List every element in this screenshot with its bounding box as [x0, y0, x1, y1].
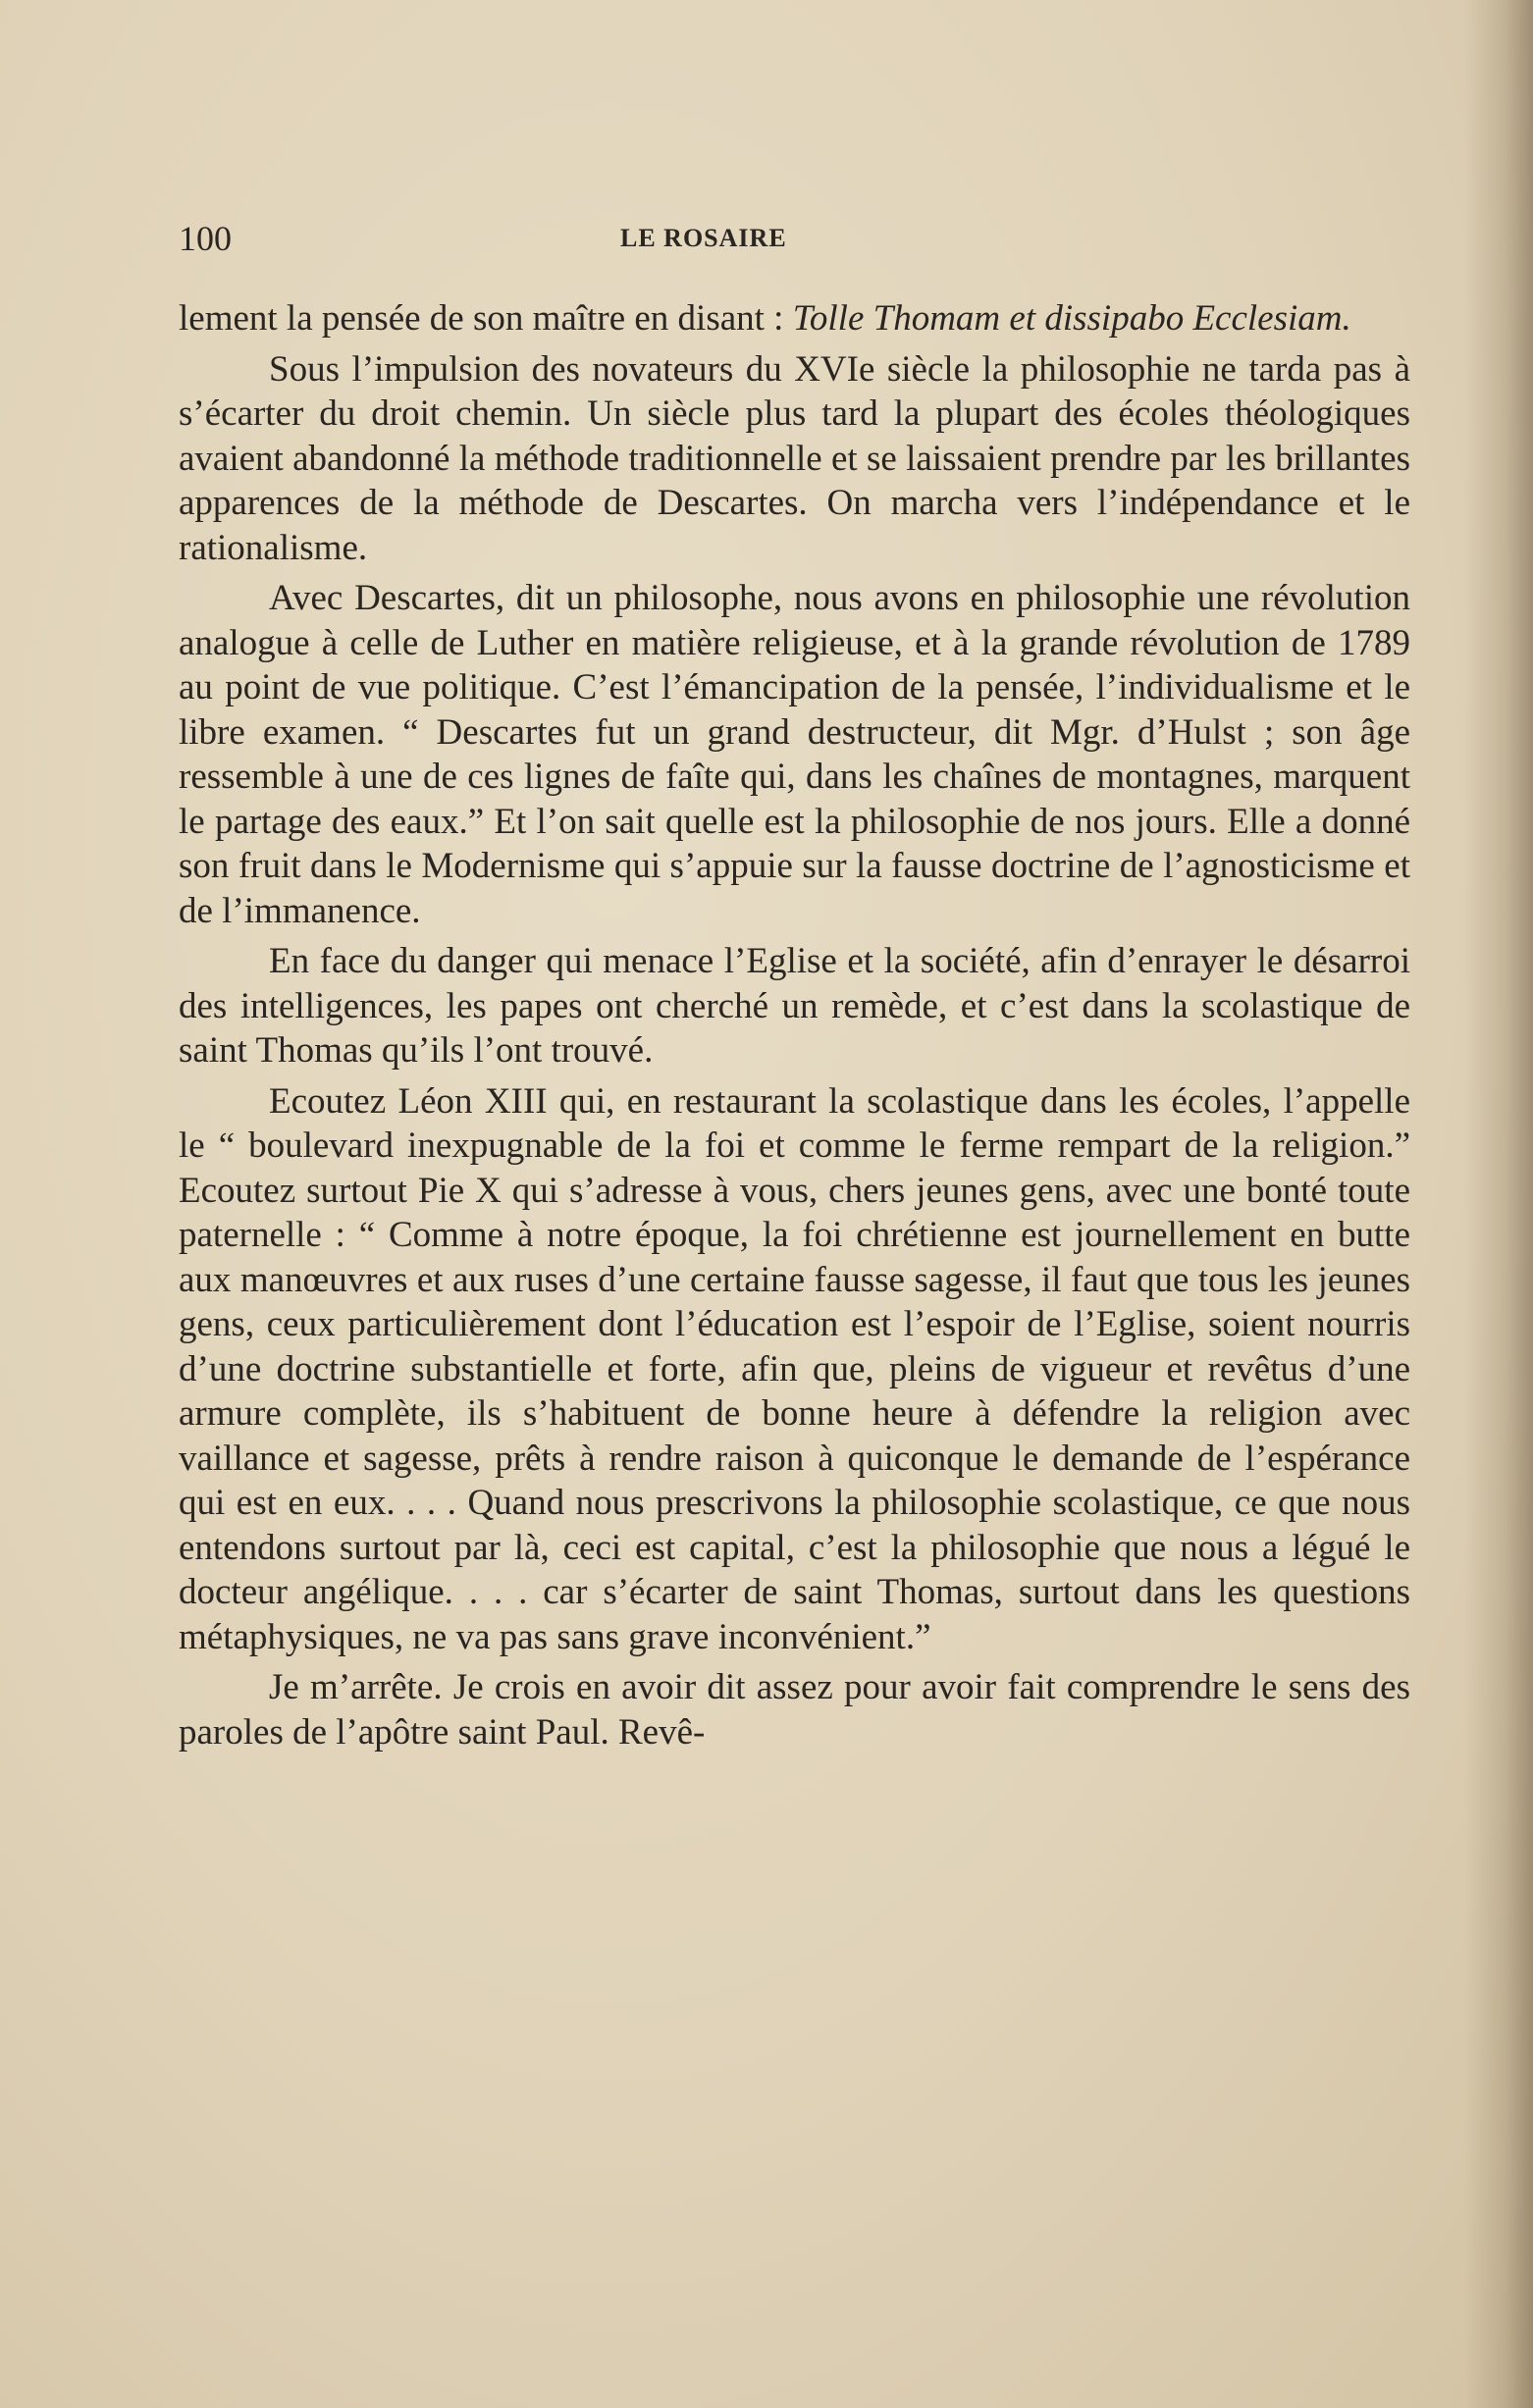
paragraph: Sous l’impulsion des novateurs du XVIe siècle la philosophie ne tarda pas à s’écarter du droit chemin. Un siècle plus tard la plupart des écoles théologiques avaient abandonné la méthode traditionnelle et se laissaient prendre par les brillantes apparences de la méthode de Descartes. On marcha vers l’indépendance et le rationalisme. — [179, 348, 1410, 568]
paragraph-text: lement la pensée de son maître en disant : — [179, 298, 793, 339]
paragraph — [179, 296, 1410, 341]
paragraph: Je m’arrête. Je crois en avoir dit assez pour avoir fait comprendre le sens des paroles de l’apôtre saint Paul. Revê- — [179, 1667, 1410, 1753]
body-text — [179, 296, 1410, 1760]
page-number: 100 — [179, 219, 232, 258]
running-title: LE ROSAIRE — [620, 224, 787, 252]
paragraph: Avec Descartes, dit un philosophe, nous avons en philosophie une révolution analogue à celle de Luther en matière religieuse, et à la grande révolution de 1789 au point de vue politique. C’est l’émancipation de la pensée, l’individualisme et le libre examen. “ Descartes fut un grand destructeur, dit Mgr. d’Hulst ; son âge ressemble à une de ces lignes de faîte qui, dans les chaînes de montagnes, marquent le partage des eaux.” Et l’on sait quelle est la philosophie de nos jours. Elle a donné son fruit dans le Modernisme qui s’appuie sur la fausse doctrine de l’agnosticisme et de l’immanence. — [179, 578, 1410, 931]
page-header — [179, 218, 1410, 267]
latin-quote: Tolle Thomam et dissipabo Ecclesiam. — [792, 298, 1351, 339]
binding-shadow — [1464, 0, 1533, 2408]
paragraph: Ecoutez Léon XIII qui, en restaurant la scolastique dans les écoles, l’appelle le “ boulevard inexpugnable de la foi et comme le ferme rempart de la religion.” Ecoutez surtout Pie X qui s’adresse à vous, chers jeunes gens, avec une bonté toute paternelle : “ Comme à notre époque, la foi chrétienne est journellement en butte aux manœuvres et aux ruses d’une certaine fausse sagesse, il faut que tous les jeunes gens, ceux particulièrement dont l’éducation est l’espoir de l’Eglise, soient nourris d’une doctrine substantielle et forte, afin que, pleins de vigueur et revêtus d’une armure complète, ils s’habituent de bonne heure à défendre la religion avec vaillance et sagesse, prêts à rendre raison à quiconque le demande de l’espérance qui est en eux. . . . Quand nous prescrivons la philosophie scolastique, ce que nous entendons surtout par là, ceci est capital, c’est la philosophie que nous a légué le docteur angélique. . . . car s’écarter de saint Thomas, surtout dans les questions métaphysiques, ne va pas sans grave inconvénient.” — [179, 1080, 1410, 1657]
paragraph: En face du danger qui menace l’Eglise et la société, afin d’enrayer le désarroi des intelligences, les papes ont cherché un remède, et c’est dans la scolastique de saint Thomas qu’ils l’ont trouvé. — [179, 941, 1410, 1071]
